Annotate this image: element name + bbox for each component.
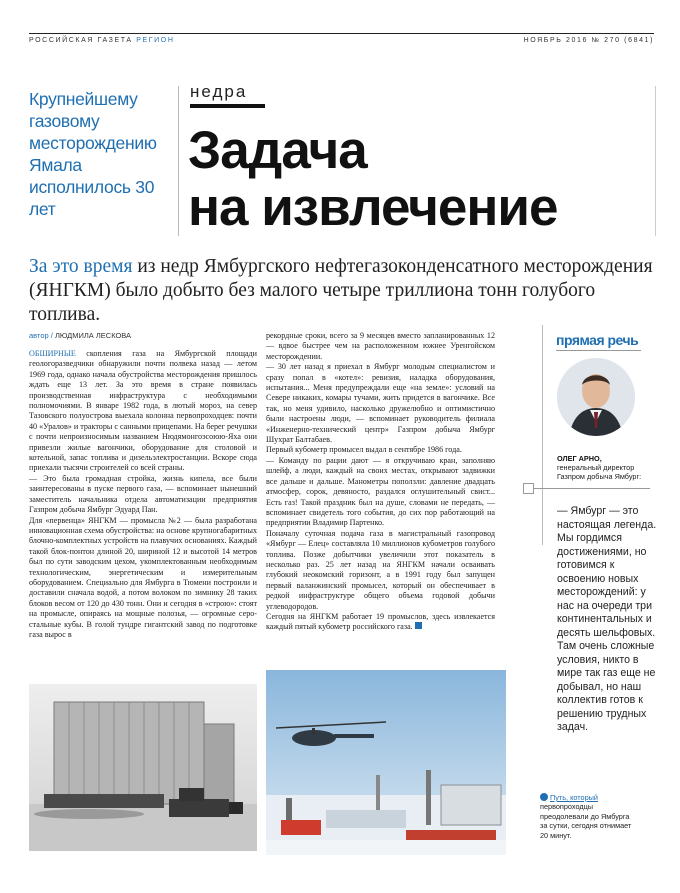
quote-text: — Ямбург — это настоящая легенда. Мы гордимся достижениями, но готовимся к освоению новых месторождений: у нас на очереди три континентальных и десять шельфовых. Там очень сложные условия, никто в мире так газ еще не добывал, но наш коллектив готов к решению трудных задач. xyxy=(557,505,657,733)
camera-icon xyxy=(540,793,548,801)
paragraph: Поначалу суточная подача газа в магистральный газопровод «Ямбург — Елец» составляла 10 миллионов кубометров голубого топлива. Позже добытчики увеличили этот показатель в несколько раз. 25 лет назад на ЯНГКМ начали осваивать глубокий неокомский горизонт, а в 1991 году был запущен первый валанжинский промысел, который он обеспечивает в редкой инфраструктуре общего объема годовой добычи углеводородов. xyxy=(266,528,495,611)
publication-name: РОССИЙСКАЯ ГАЗЕТА РЕГИОН xyxy=(29,37,175,44)
end-mark-icon xyxy=(415,622,422,629)
paragraph: Для «первенца» ЯНГКМ — промысла №2 — была разработана инновационная схема обустройства: на основе крупногабаритных блочно-комплектных устройств на плавучих основаниях. Каждый такой блок-понтон длиной 20, шириной 12 и высотой 14 метров был по сути заводским цехом, укомплектованным необходимым технологическим, энергетическим и измерительным оборудованием. Специально для Ямбурга в Тюмени построили и доставили сначала водой, а потом волоком по зимнику 28 таких блоков весом от 120 до 430 тонн. Они и сегодня в «строю»: стоят на промысле, опираясь на мощные полозья, — огромные серо-стальные кубы. В голой тундре гигантский завод по подготовке газа вырос в xyxy=(29,515,257,639)
rubric-bar xyxy=(190,104,265,108)
headline xyxy=(188,122,557,236)
paragraph: рекордные сроки, всего за 9 месяцев вместо запланированных 12 — вдвое быстрее чем на расположенном южнее Уренгойском месторождении. xyxy=(266,331,495,361)
photo-winter-construction xyxy=(29,684,257,851)
page-header xyxy=(29,33,654,47)
paragraph: Первый кубометр промысел выдал в сентябре 1986 года. xyxy=(266,445,462,455)
paragraph: — Это была громадная стройка, жизнь кипела, все были заинтересованы в пуске первого газа, — вспоминает нынешний заместитель начальника отдела автоматизации предприятия Газпром добыча Ямбург Эдуард Пан. xyxy=(29,473,257,515)
byline: автор / ЛЮДМИЛА ЛЕСКОВА xyxy=(29,331,132,340)
photo-caption: Путь, который первопроходцы преодолевали до Ямбурга за сутки, сегодня отнимает 20 минут. xyxy=(540,793,632,840)
article-column-1 xyxy=(29,349,257,640)
sidebar-divider xyxy=(542,325,543,545)
dek xyxy=(29,255,654,327)
direct-speech-label: прямая речь xyxy=(556,332,639,348)
author-name: ЛЮДМИЛА ЛЕСКОВА xyxy=(54,331,132,340)
dek-text: из недр Ямбургского нефтегазоконденсатного месторождения (ЯНГКМ) было добыто без малого четыре триллиона тонн голубого топлива. xyxy=(29,256,653,325)
paragraph: — Команду по рации дают — я откручиваю кран, заполняю шлейф, а люди, каждый на своих местах, открывают задвижки все дальше и дальше. Манометры поползли: давление двадцать атмосфер, сорок, девяносто, раздался оглушительный свист... Есть газ! Такой праздник был на душе, словами не передать, — вспоминает свидетель того события, до сих пор работающий на предприятии Владимир Партенко. xyxy=(266,455,495,528)
arrow-icon xyxy=(523,483,534,494)
caption-highlight: Путь, который xyxy=(550,793,598,802)
lead-text: Крупнейшему газовому месторождению Ямала исполнилось 30 лет xyxy=(29,89,157,219)
headline-line-1: Задача xyxy=(188,121,367,180)
divider xyxy=(178,86,179,236)
photo-helicopter-field xyxy=(266,670,506,855)
paragraph: ОБШИРНЫЕ скопления газа на Ямбургской площади геологоразведчики обнаружили почти полвека назад — летом 1969 года, однако начала обустройства месторождения пришлось ждать еще 13 лет. За это время в стране появилась производственная инфраструктура с необходимыми полномочиями. В январе 1982 года, в лютый мороз, на север Тазовского полуострова выехала колонна первопроходцев: почти 40 «Уралов» и тракторы с санными прицепами. На берег речушки с почти непроизносимым названием Нюдямонгоэсоюю-Яха они привезли жилые вагончики, оборудование для столовой и котельной, запас топлива и дизельэлектростанции. Вскоре сюда приехали тысячи строителей со всей страны. xyxy=(29,349,257,473)
divider xyxy=(556,350,641,351)
speaker-portrait xyxy=(557,358,635,436)
rubric: недра xyxy=(190,82,248,101)
article-column-2 xyxy=(266,331,495,633)
issue-info: НОЯБРЬ 2016 № 270 (6841) xyxy=(523,37,654,44)
paragraph: Сегодня на ЯНГКМ работает 19 промыслов, здесь извлекается каждый пятый кубометр российского газа. xyxy=(266,611,495,632)
region-label: РЕГИОН xyxy=(136,37,175,44)
speaker-title: генеральный директор Газпром добыча Ямбург: xyxy=(557,463,642,481)
headline-line-2: на извлечение xyxy=(188,178,558,237)
drop-word: ОБШИРНЫЕ xyxy=(29,349,76,358)
divider xyxy=(655,86,656,236)
paragraph: — 30 лет назад я приехал в Ямбург молодым специалистом и сразу попал в «котел»: ревизия, наладка оборудования, испытания... Меня предупреждали еще «на земле»: условий на Севере никаких, комары тучами, жить придется в вагончике. Все так, но меня удивило, насколько дружелюбно и оптимистично были настроены люди, — вспоминает руководитель филиала «Инженерно-технический центр» Газпром добыча Ямбург Шухрат Балтабаев. xyxy=(266,362,495,445)
speaker-name: ОЛЕГ АРНО, xyxy=(557,454,602,463)
dek-highlight: За это время xyxy=(29,256,133,277)
divider xyxy=(530,488,650,489)
